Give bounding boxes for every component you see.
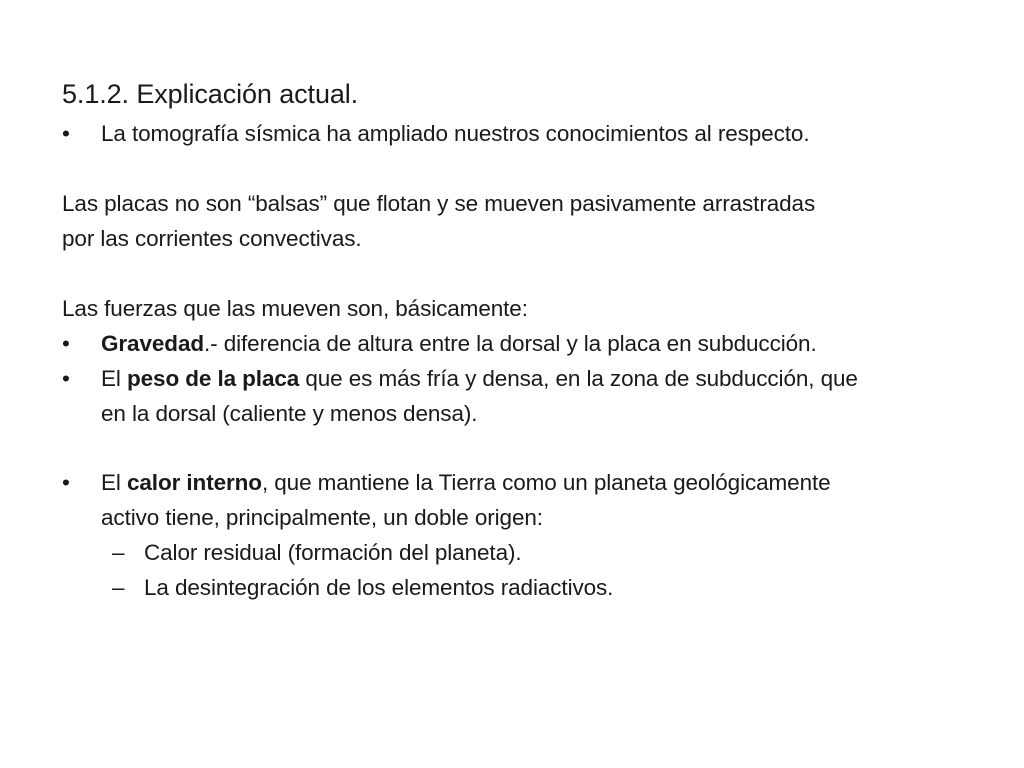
subbullet-calor-residual (62, 535, 972, 570)
bullet-tomografia (62, 116, 972, 151)
bullet-mark: • (62, 121, 70, 146)
paragraph-fuerzas: Las fuerzas que las mueven son, básicamente: (62, 296, 528, 321)
bullet-text: .- diferencia de altura entre la dorsal y la placa en subducción. (204, 331, 817, 356)
dash-mark: – (112, 540, 125, 565)
bullet-gravedad (62, 326, 972, 361)
bullet-text: El (101, 470, 127, 495)
paragraph-placas (62, 186, 972, 256)
bold-term: peso de la placa (126, 366, 300, 391)
bullet-calor-interno (62, 465, 972, 535)
bullet-peso-placa (62, 361, 972, 431)
subbullet-desintegracion (62, 570, 972, 605)
bold-term: calor interno (126, 470, 262, 495)
subbullet-text: La desintegración de los elementos radiactivos. (144, 575, 614, 600)
bullet-text: La tomografía sísmica ha ampliado nuestros conocimientos al respecto. (101, 121, 810, 146)
paragraph-line: Las placas no son “balsas” que flotan y se mueven pasivamente arrastradas (62, 191, 816, 216)
bullet-text: que es más fría y densa, en la zona de subducción, que (299, 366, 858, 391)
bullet-mark: • (62, 331, 70, 356)
bullet-text: activo tiene, principalmente, un doble origen: (101, 505, 543, 530)
bullet-text: en la dorsal (caliente y menos densa). (101, 401, 478, 426)
bullet-mark: • (62, 470, 70, 495)
slide-content (62, 74, 972, 605)
bold-term: Gravedad (101, 331, 204, 356)
subbullet-text: Calor residual (formación del planeta). (144, 540, 522, 565)
dash-mark: – (112, 575, 125, 600)
slide-title: 5.1.2. Explicación actual. (62, 79, 359, 109)
paragraph-line: por las corrientes convectivas. (62, 226, 362, 251)
bullet-mark: • (62, 366, 70, 391)
bullet-text: , que mantiene la Tierra como un planeta geológicamente (261, 470, 831, 495)
bullet-text: El (101, 366, 127, 391)
